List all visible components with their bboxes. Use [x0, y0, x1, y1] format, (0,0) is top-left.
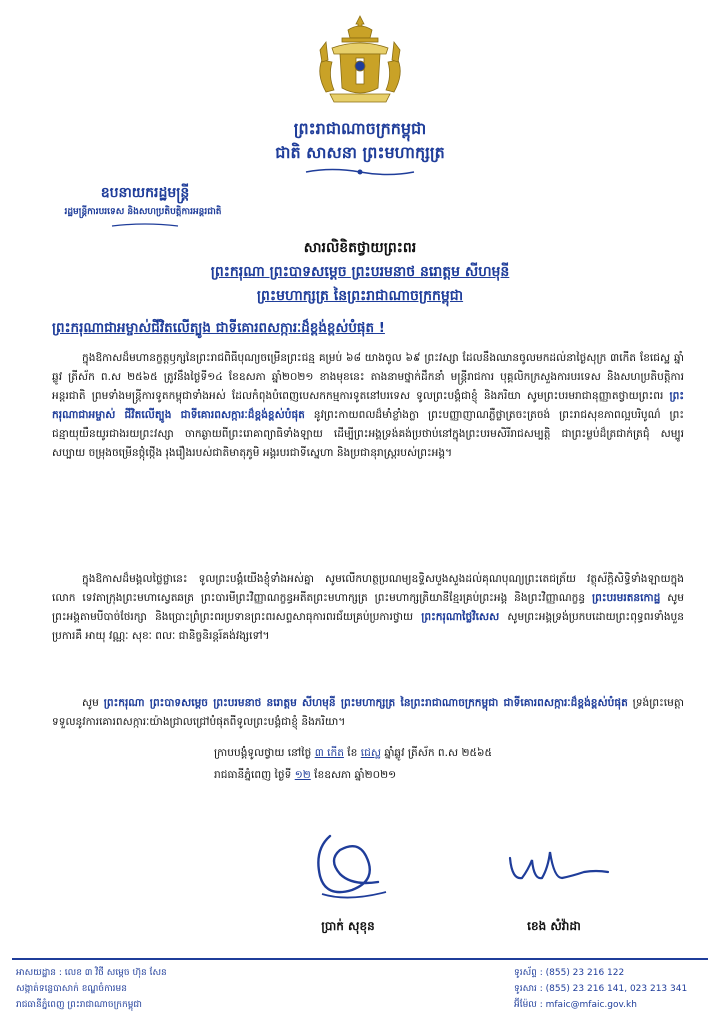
body-paragraph-2 — [52, 570, 684, 646]
dateline-text: ខែ — [347, 747, 358, 759]
handwritten-month: ជេស្ឋ — [360, 747, 381, 759]
footer-address-line-2: សង្កាត់ទន្លេបាសាក់ ខណ្ឌចំការមន — [16, 984, 127, 994]
footer-email — [514, 998, 714, 1013]
body-paragraph-3 — [52, 694, 684, 732]
letter-title: សារលិខិតថ្វាយព្រះពរ — [303, 240, 417, 256]
phone-number: (855) 23 216 122 — [545, 968, 625, 978]
paragraph-text: សូមព្រះអង្គទ្រង់ប្រកបដោយព្រះពុទ្ធពរទាំងបួនប្រការគឺ អាយុ វណ្ណៈ សុខៈ ពលៈ ជានិច្ចនិរន្តរ៍គង់វង្សទៅ។ — [52, 610, 684, 642]
fax-label: ទូរសារ : — [514, 984, 543, 994]
ministry-title: ឧបនាយករដ្ឋមន្ត្រី — [100, 185, 190, 201]
ornament-divider-icon — [304, 166, 416, 178]
address-text: លេខ ៣ វិថី សម្តេច ហ៊ុន សែន — [64, 968, 167, 978]
paragraph-text: ក្នុងឱកាសដ៏មង្គលថ្លៃថ្លានេះ ទូលព្រះបង្គំយើងខ្ញុំទាំងអស់គ្នា សូមលើកហត្ថប្រណម្យឧទ្ទិសបួងសួងដល់គុណបុណ្យព្រះតេជត្រ័យ វត្ថុស័ក្តិសិទ្ធិទាំងឡាយក្នុងលោក ទេវតាក្រុងព្រះមហាស្វេតឆត្រ ព្រះបារមីព្រះវិញ្ញាណក្ខន្ធអតីតព្រះមហាក្សត្រ ព្រះមហាក្សត្រិយានីខ្មែរគ្រប់ព្រះអង្គ និងព្រះវិញ្ញាណក្ខន្ធ — [52, 573, 684, 604]
footer-fax — [514, 982, 714, 997]
dateline-text: រាជធានីភ្នំពេញ ថ្ងៃទី — [214, 769, 292, 781]
footer-address-line-1 — [16, 966, 436, 981]
footer-phone — [514, 966, 714, 981]
emphasis-text: ព្រះករុណាថ្លៃវិសេស — [421, 610, 500, 623]
salutation: ព្រះករុណាជាអម្ចាស់ជីវិតលើត្បូង ជាទីគោរពសក្ការៈដ៏ខ្ពង់ខ្ពស់បំផុត ! — [52, 320, 385, 336]
dateline-text: ខែឧសភា ឆ្នាំ២០២១ — [314, 769, 397, 781]
paragraph-text: សូមព្រះអង្គតាមបីបាច់ថែរក្សា និងប្រោះព្រំព្រះពរប្រទានព្រះពរសព្ទសាធុការពរជ័យគ្រប់ប្រការថ្វាយ — [52, 591, 684, 623]
kingdom-name: ព្រះរាជាណាចក្រកម្ពុជា — [293, 119, 427, 138]
body-paragraph-1 — [52, 349, 684, 462]
addressee-line: ព្រះករុណា ព្រះបាទសម្តេច ព្រះបរមនាថ នរោត្តម សីហមុនី — [210, 264, 510, 280]
footer-divider — [12, 958, 708, 960]
paragraph-text: នូវព្រះកាយពលដ៏មាំខ្លាំងក្លា ព្រះបញ្ញាញាណភ្លឺថ្លាត្រចះត្រចង់ ព្រះរាជសុខភាពល្អបរិបូណ៌ ព្រះជន្មាយុយឺនយូរជាងរយព្រះវស្សា ចាកឆ្ងាយពីព្រះរោគាព្យាធិទាំងឡាយ ដើម្បីព្រះអង្គទ្រង់គង់ប្រថាប់នៅក្នុងព្រះបរមសិរីរាជសម្បត្តិ ជាព្រះម្លប់ដ៏ត្រជាក់ត្រជុំ សម្បូរសប្បាយ ចម្រុងចម្រើនថ្កុំថ្កើង រុងរឿងរបស់ជាតិមាតុភូមិ អង្គរបរជាទីស្នេហា និងប្រជានុរាស្ត្ររបស់ព្រះអង្គ។ — [52, 408, 684, 459]
address-label: អាសយដ្ឋាន : — [16, 968, 62, 978]
ministry-ornament-icon — [110, 222, 180, 230]
dateline-solar — [214, 766, 694, 784]
addressee-subline: ព្រះមហាក្សត្រ នៃព្រះរាជាណាចក្រកម្ពុជា — [256, 288, 464, 304]
email-label: អ៊ីម៉ែល : — [514, 1000, 543, 1010]
royal-coat-of-arms-icon — [312, 14, 408, 106]
emphasis-text: ព្រះបរមរតនកោដ្ឋ — [591, 591, 661, 604]
ministry-subtitle: រដ្ឋមន្ត្រីការបរទេស និងសហប្រតិបត្តិការអន្តរជាតិ — [64, 207, 222, 217]
emphasis-text: ព្រះករុណាជាអម្ចាស់ ជីវិតលើត្បូង ជាទីគោរពសក្ការៈដ៏ខ្ពង់ខ្ពស់បំផុត — [52, 389, 684, 421]
paragraph-text: ក្នុងឱកាសដ៏មហានក្ខត្តឫក្សនៃព្រះរាជពិធីបុណ្យចម្រើនព្រះជន្ម គម្រប់ ៦៨ យាងចូល ៦៩ ព្រះវស្សា ដែលនឹងឈានចូលមកដល់នាថ្ងៃសុក្រ ៣កើត ខែជេស្ឋ ឆ្នាំឆ្លូវ ត្រីស័ក ព.ស ២៥៦៥ ត្រូវនឹងថ្ងៃទី១៤ ខែឧសភា ឆ្នាំ២០២១ ខាងមុខនេះ តាងនាមថ្នាក់ដឹកនាំ មន្ត្រីរាជការ បុគ្គលិកក្រសួងការបរទេស និងសហប្រតិបត្តិការអន្តរជាតិ ព្រមទាំងមន្ត្រីការទូតកម្ពុជាទាំងអស់ ដែលកំពុងបំពេញបេសកកម្មការទូតនៅបរទេស ទូលព្រះបង្គំជាខ្ញុំ និងភរិយា សូមព្រះបរមរាជានុញ្ញាតថ្វាយព្រះពរ — [52, 352, 684, 402]
signatory-name-1: ប្រាក់ សុខុន — [321, 919, 375, 933]
paragraph-text: ទ្រង់ព្រះមេត្តាទទួលនូវការគោរពសក្ការៈយ៉ាងជ្រាលជ្រៅបំផុតពីទូលព្រះបង្គំជាខ្ញុំ និងភរិយា។ — [52, 697, 684, 728]
signature-1-icon — [300, 828, 396, 908]
signatory-name-2: ខេង សំវ៉ាដា — [527, 919, 581, 933]
email-link[interactable]: mfaic@mfaic.gov.kh — [545, 1000, 637, 1010]
dateline-lunar — [214, 744, 694, 762]
fax-number: (855) 23 216 141, 023 213 341 — [545, 984, 688, 994]
phone-label: ទូរស័ព្ទ : — [514, 968, 543, 978]
emphasis-text: ព្រះករុណា ព្រះបាទសម្តេច ព្រះបរមនាថ នរោត្តម សីហមុនី ព្រះមហាក្សត្រ នៃព្រះរាជាណាចក្រកម្ពុជា ជាទីគោរពសក្ការៈដ៏ខ្ពង់ខ្ពស់បំផុត — [103, 697, 628, 709]
handwritten-date: ១២ — [294, 769, 311, 781]
footer-address-line-3: រាជធានីភ្នំពេញ ព្រះរាជាណាចក្រកម្ពុជា — [16, 1000, 142, 1010]
national-motto: ជាតិ សាសនា ព្រះមហាក្សត្រ — [275, 143, 445, 162]
dateline-text: ក្រាបបង្គំទូលថ្វាយ នៅថ្ងៃ — [214, 747, 312, 759]
signature-2-icon — [496, 828, 616, 908]
handwritten-day: ៣ កើត — [314, 747, 344, 759]
dateline-text: ឆ្នាំឆ្លូវ ត្រីស័ក ព.ស ២៥៦៥ — [384, 747, 492, 759]
paragraph-text: សូម — [82, 697, 99, 709]
